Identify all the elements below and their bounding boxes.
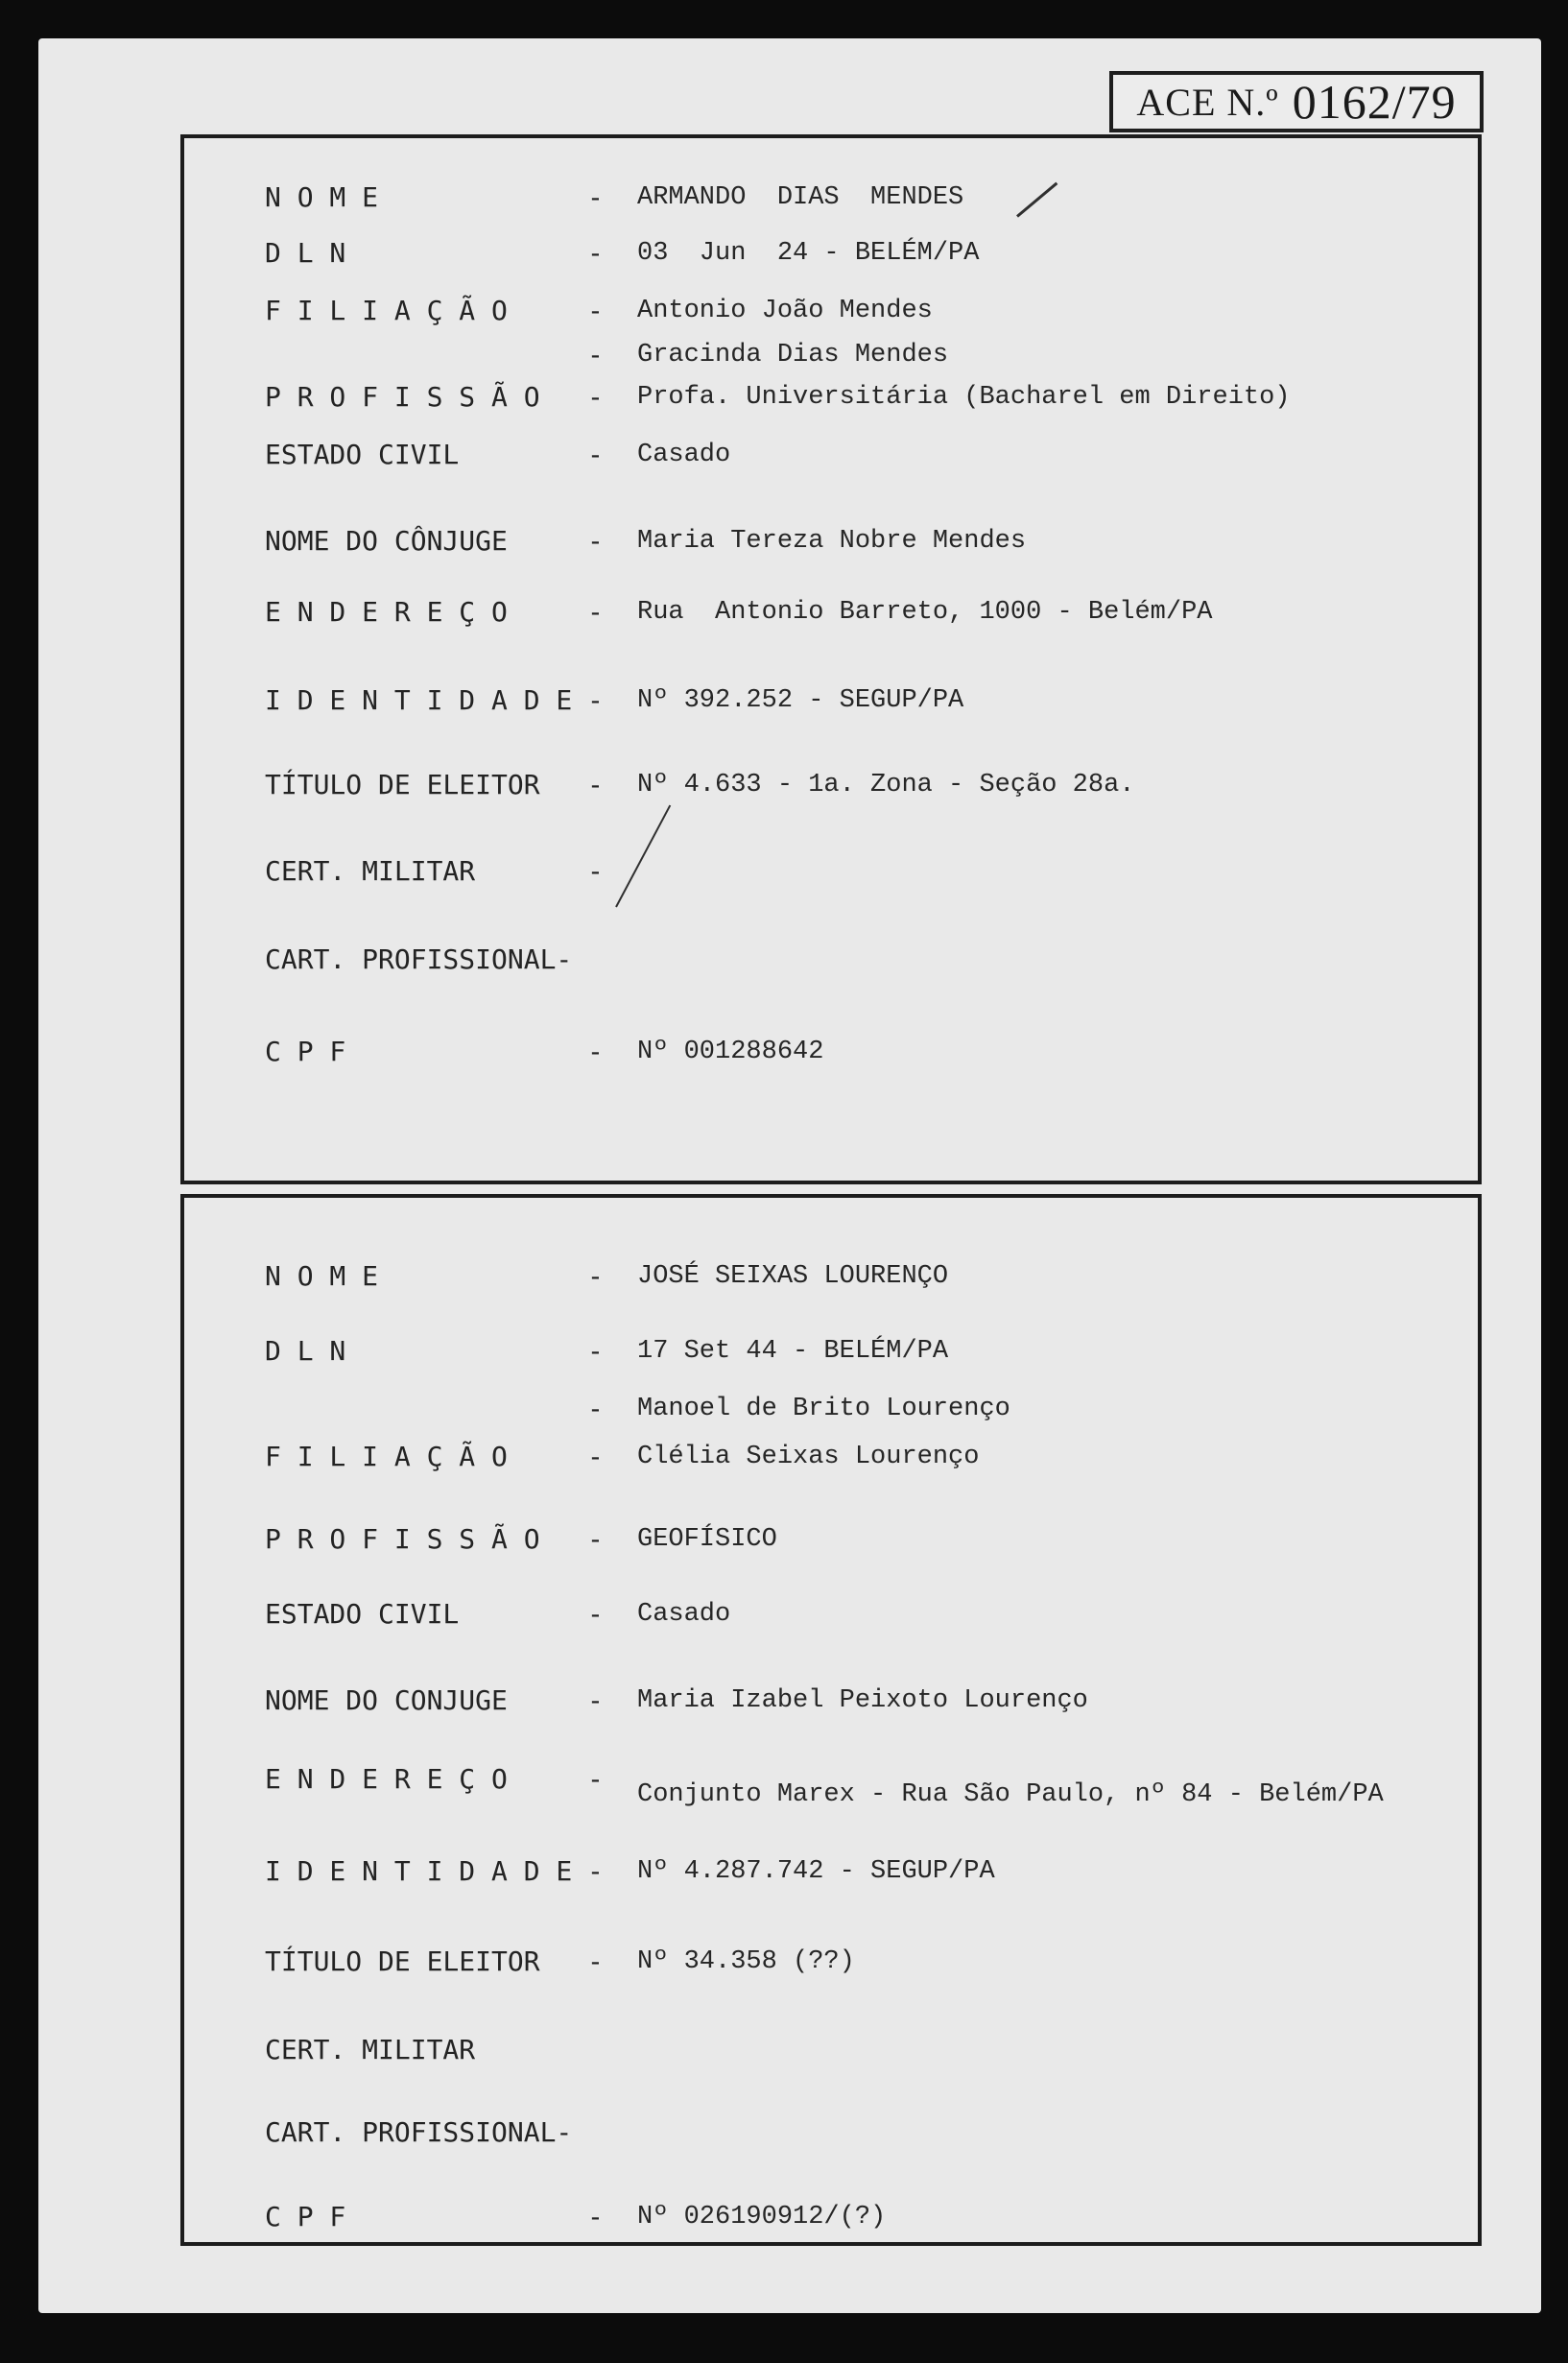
field-separator: -	[587, 1260, 604, 1292]
field-value: 03 Jun 24 - BELÉM/PA	[637, 239, 980, 268]
field-label: ESTADO CIVIL	[265, 1598, 460, 1630]
field-label: TÍTULO DE ELEITOR	[265, 1945, 540, 1977]
field-value: Manoel de Brito Lourenço	[637, 1395, 1010, 1423]
field-label: CART. PROFISSIONAL-	[265, 2116, 573, 2148]
stamp-number: 0162/79	[1292, 75, 1457, 129]
field-separator: -	[587, 1393, 604, 1424]
field-cart-profissional	[184, 2113, 1478, 2152]
field-value: Nº 392.252 - SEGUP/PA	[637, 686, 964, 715]
field-separator: -	[587, 1598, 604, 1630]
field-label: I D E N T I D A D E	[265, 684, 573, 716]
field-label: TÍTULO DE ELEITOR	[265, 769, 540, 800]
field-separator: -	[587, 439, 604, 470]
field-value: Nº 34.358 (??)	[637, 1947, 855, 1976]
field-separator: -	[587, 1684, 604, 1716]
field-label: F I L I A Ç Ã O	[265, 295, 508, 326]
field-label: N O M E	[265, 1260, 379, 1292]
field-label: NOME DO CÔNJUGE	[265, 525, 508, 557]
field-cert-militar	[184, 852, 1478, 891]
field-profissao	[184, 1520, 1478, 1559]
field-label: D L N	[265, 237, 346, 269]
field-value: Nº 001288642	[637, 1038, 824, 1066]
field-separator: -	[587, 1523, 604, 1555]
field-cart-profissional	[184, 941, 1478, 979]
field-separator: -	[587, 339, 604, 370]
field-label: CERT. MILITAR	[265, 2034, 476, 2065]
field-filiacao-2	[184, 336, 1478, 374]
field-dln	[184, 234, 1478, 273]
field-identidade	[184, 1852, 1478, 1891]
field-value: 17 Set 44 - BELÉM/PA	[637, 1337, 949, 1366]
field-nome	[184, 1257, 1478, 1296]
field-endereco	[184, 593, 1478, 632]
field-separator: -	[587, 2201, 604, 2232]
field-estado-civil	[184, 1595, 1478, 1634]
field-separator: -	[587, 1763, 604, 1795]
field-separator: -	[587, 596, 604, 628]
field-value: Nº 4.287.742 - SEGUP/PA	[637, 1857, 995, 1886]
field-conjuge	[184, 1682, 1478, 1720]
field-separator: -	[587, 769, 604, 800]
field-value: Maria Tereza Nobre Mendes	[637, 527, 1027, 556]
field-value: ARMANDO DIAS MENDES	[637, 183, 964, 212]
field-separator: -	[587, 525, 604, 557]
field-separator: -	[587, 181, 604, 213]
field-separator: -	[587, 381, 604, 413]
field-label: I D E N T I D A D E	[265, 1855, 573, 1887]
field-cert-militar	[184, 2031, 1478, 2069]
field-value: Maria Izabel Peixoto Lourenço	[637, 1686, 1088, 1715]
field-separator: -	[587, 295, 604, 326]
ace-stamp	[1109, 71, 1484, 132]
field-label: P R O F I S S Ã O	[265, 381, 540, 413]
field-dln	[184, 1332, 1478, 1371]
field-value: Casado	[637, 1600, 731, 1629]
field-titulo-eleitor	[184, 766, 1478, 804]
field-value: Clélia Seixas Lourenço	[637, 1443, 980, 1471]
field-titulo-eleitor	[184, 1943, 1478, 1981]
record-card-1	[180, 134, 1482, 1184]
field-separator: -	[587, 1036, 604, 1067]
field-value: Profa. Universitária (Bacharel em Direito)	[637, 383, 1291, 412]
field-label: P R O F I S S Ã O	[265, 1523, 540, 1555]
field-value: Casado	[637, 441, 731, 469]
field-separator: -	[587, 1441, 604, 1472]
field-separator: -	[587, 855, 604, 887]
field-profissao	[184, 378, 1478, 417]
field-filiacao-1	[184, 1390, 1478, 1428]
field-conjuge	[184, 522, 1478, 561]
field-nome	[184, 179, 1478, 217]
field-value: Conjunto Marex - Rua São Paulo, nº 84 - Belém/PA	[637, 1780, 1384, 1809]
field-value: Gracinda Dias Mendes	[637, 341, 949, 370]
field-value: GEOFÍSICO	[637, 1525, 777, 1554]
field-label: CART. PROFISSIONAL-	[265, 943, 573, 975]
field-estado-civil	[184, 436, 1478, 474]
field-separator: -	[587, 1945, 604, 1977]
record-card-2	[180, 1194, 1482, 2246]
field-cpf	[184, 1033, 1478, 1071]
field-filiacao	[184, 1438, 1478, 1476]
field-label: N O M E	[265, 181, 379, 213]
field-value: Nº 026190912/(?)	[637, 2203, 887, 2232]
field-label: C P F	[265, 1036, 346, 1067]
field-label: C P F	[265, 2201, 346, 2232]
field-label: CERT. MILITAR	[265, 855, 476, 887]
field-value: Antonio João Mendes	[637, 297, 933, 325]
field-separator: -	[587, 237, 604, 269]
field-separator: -	[587, 1855, 604, 1887]
field-cpf	[184, 2198, 1478, 2236]
field-separator: -	[587, 1335, 604, 1367]
field-label: D L N	[265, 1335, 346, 1367]
field-label: NOME DO CONJUGE	[265, 1684, 508, 1716]
field-label: ESTADO CIVIL	[265, 439, 460, 470]
field-identidade	[184, 681, 1478, 720]
field-value: JOSÉ SEIXAS LOURENÇO	[637, 1262, 949, 1291]
field-label: E N D E R E Ç O	[265, 596, 508, 628]
field-label: E N D E R E Ç O	[265, 1763, 508, 1795]
stamp-prefix: ACE N.º	[1136, 80, 1279, 124]
field-label: F I L I A Ç Ã O	[265, 1441, 508, 1472]
field-value: Rua Antonio Barreto, 1000 - Belém/PA	[637, 598, 1213, 627]
field-separator: -	[587, 684, 604, 716]
field-endereco	[184, 1760, 1478, 1809]
field-filiacao	[184, 292, 1478, 330]
field-value: Nº 4.633 - 1a. Zona - Seção 28a.	[637, 771, 1135, 800]
